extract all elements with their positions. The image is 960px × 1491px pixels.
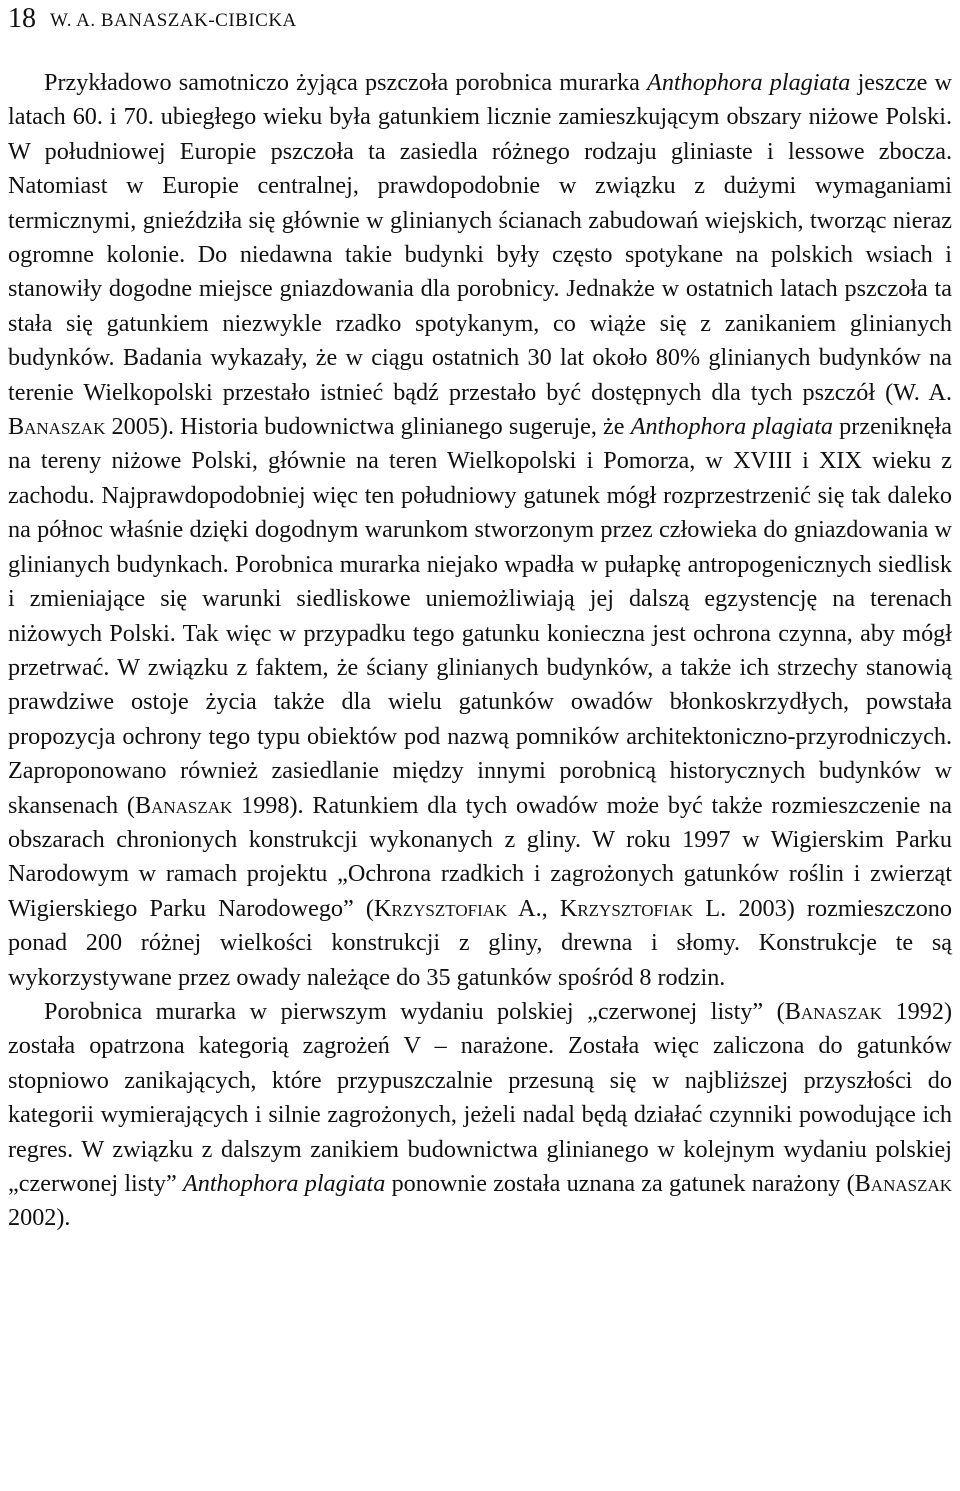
body-text (8, 66, 952, 1236)
author-citation: Krzysztofiak (559, 894, 694, 922)
species-name: Anthophora plagiata (630, 413, 834, 441)
running-head: W. A. BANASZAK-CIBICKA (50, 10, 297, 31)
species-name: Anthophora plagiata (182, 1170, 386, 1197)
text-run: jeszcze w latach 60. i 70. ubiegłego wieku była gatunkiem licznie zamieszkującym obszary niżowe Polski. W południowej Europie pszczoła ta zasiedla różnego rodzaju gliniaste i lessowe zbocza. Natomiast w Europie centralnej, prawdopodobnie w związku z dużymi wymaganiami termicznymi, gnieździła się głównie w glinianych ścianach zabudowań wiejskich, tworząc nieraz ogromne kolonie. Do niedawna takie budynki były często spotykane na polskich wsiach i stanowiły dogodne miejsce gniazdowania dla porobnicy. Jednakże w ostatnich latach pszczoła ta stała się gatunkiem niezwykle rzadko spotykanym, co wiąże się z zanikaniem glinianych budynków. Badania wykazały, że w ciągu ostatnich 30 lat około 80% glinianych budynków na terenie Wielkopolski przestało istnieć bądź przestało być dostępnych dla tych pszczół (W. A. (8, 69, 952, 406)
text-run: L. 2003) rozmieszczono ponad 200 różnej wielkości konstrukcji z gliny, drewna i słomy. Konstrukcje te są wykorzystywane przez owady należące do 35 gatunków spośród 8 rodzin. (8, 894, 952, 991)
document-page (8, 0, 953, 1232)
author-citation: Banaszak (8, 413, 106, 441)
page-header (8, 2, 952, 36)
paragraph-1 (8, 66, 952, 995)
text-run: 1992) została opatrzona kategorią zagrożeń V – narażone. Została więc zaliczona do gatunków stopniowo zanikających, które przypuszczalnie przesuną się w najbliższej przyszłości do kategorii wymierających i silnie zagrożonych, jeżeli nadal będą działać czynniki powodujące ich regres. W związku z dalszym zanikiem budownictwa glinianego w kolejnym wydaniu polskiej „czerwonej listy” (8, 997, 952, 1197)
text-run: Porobnica murarka w pierwszym wydaniu polskiej „czerwonej listy” ( (44, 997, 785, 1025)
text-run: przeniknęła na tereny niżowe Polski, głównie na teren Wielkopolski i Pomorza, w XVIII i XIX wieku z zachodu. Najprawdopodobniej więc ten południowy gatunek mógł rozprzestrzenić się tak daleko na północ właśnie dzięki dogodnym warunkom stworzonym przez człowieka do gniazdowania w glinianych budynkach. Porobnica murarka niejako wpadła w pułapkę antropogenicznych siedlisk i zmieniające się warunki siedliskowe uniemożliwiają jej dalszą egzystencję na terenach niżowych Polski. Tak więc w przypadku tego gatunku konieczna jest ochrona czynna, aby mógł przetrwać. W związku z faktem, że ściany glinianych budynków, a także ich strzechy stanowią prawdziwe ostoje życia także dla wielu gatunków owadów błonkoskrzydłych, powstała propozycja ochrony tego typu obiektów pod nazwą pomników architektoniczno-przyrodniczych. Zaproponowano również zasiedlanie między innymi porobnicą historycznych budynków w skansenach ( (8, 413, 952, 819)
text-run: 1998). Ratunkiem dla tych owadów może być także rozmieszczenie na obszarach chronionych konstrukcji wykonanych z gliny. W roku 1997 w Wigierskim Parku Narodowym w ramach projektu „Ochrona rzadkich i zagrożonych gatunków roślin i zwierząt Wigierskiego Parku Narodowego” ( (8, 791, 952, 922)
author-citation: Banaszak (784, 997, 883, 1025)
author-citation: Banaszak (134, 791, 233, 819)
text-run: ponownie została uznana za gatunek narażony ( (385, 1170, 855, 1197)
text-run: 2002). (8, 1204, 71, 1232)
text-run: Przykładowo samotniczo żyjąca pszczoła porobnica murarka (44, 69, 648, 96)
text-run: A., (507, 894, 560, 922)
author-citation: Banaszak (854, 1170, 953, 1197)
author-citation: Krzysztofiak (373, 894, 508, 922)
species-name: Anthophora plagiata (647, 69, 851, 96)
paragraph-2 (8, 995, 952, 1236)
page-number: 18 (8, 3, 36, 34)
text-run: 2005). Historia budownictwa glinianego sugeruje, że (105, 413, 631, 441)
